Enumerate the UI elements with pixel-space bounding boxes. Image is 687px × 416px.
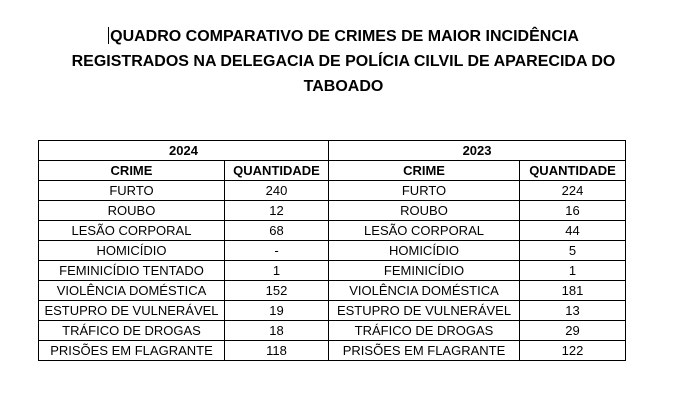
quantity-2023-cell: 181 [520, 281, 626, 301]
table-row [39, 181, 626, 201]
crime-2024-cell: ROUBO [39, 201, 225, 221]
crime-column-header: CRIME [39, 161, 225, 181]
title-line-2: REGISTRADOS NA DELEGACIA DE POLÍCIA CILVIL DE APARECIDA DO [71, 53, 616, 70]
crime-2023-cell: VIOLÊNCIA DOMÉSTICA [329, 281, 520, 301]
table-row [39, 281, 626, 301]
quantity-2023-cell: 1 [520, 261, 626, 281]
crime-2023-cell: PRISÕES EM FLAGRANTE [329, 341, 520, 361]
quantity-2023-cell: 16 [520, 201, 626, 221]
year-2024-header: 2024 [39, 141, 329, 161]
crime-2023-cell: ROUBO [329, 201, 520, 221]
crime-2024-cell: FEMINICÍDIO TENTADO [39, 261, 225, 281]
crime-2024-cell: VIOLÊNCIA DOMÉSTICA [39, 281, 225, 301]
crime-2023-cell: FURTO [329, 181, 520, 201]
quantity-2023-cell: 224 [520, 181, 626, 201]
year-2023-header: 2023 [329, 141, 626, 161]
table-row [39, 241, 626, 261]
crime-2024-cell: TRÁFICO DE DROGAS [39, 321, 225, 341]
quantity-2024-cell: 68 [225, 221, 329, 241]
crime-2024-cell: PRISÕES EM FLAGRANTE [39, 341, 225, 361]
quantity-2024-cell: 1 [225, 261, 329, 281]
table-row [39, 261, 626, 281]
quantity-2024-cell: 240 [225, 181, 329, 201]
title-line-3: TABOADO [303, 78, 384, 95]
quantity-2024-cell: 19 [225, 301, 329, 321]
crime-2024-cell: LESÃO CORPORAL [39, 221, 225, 241]
crime-2023-cell: HOMICÍDIO [329, 241, 520, 261]
quantity-2024-cell: - [225, 241, 329, 261]
crime-2024-cell: ESTUPRO DE VULNERÁVEL [39, 301, 225, 321]
quantity-2024-cell: 118 [225, 341, 329, 361]
crime-2023-cell: LESÃO CORPORAL [329, 221, 520, 241]
quantity-column-header: QUANTIDADE [520, 161, 626, 181]
table-row [39, 201, 626, 221]
quantity-2024-cell: 152 [225, 281, 329, 301]
table-row [39, 221, 626, 241]
quantity-2023-cell: 13 [520, 301, 626, 321]
text-cursor [108, 27, 109, 44]
crime-column-header: CRIME [329, 161, 520, 181]
title-line-1: QUADRO COMPARATIVO DE CRIMES DE MAIOR INCIDÊNCIA [110, 28, 579, 45]
quantity-2024-cell: 12 [225, 201, 329, 221]
quantity-2023-cell: 29 [520, 321, 626, 341]
year-header-row [39, 141, 626, 161]
quantity-2023-cell: 5 [520, 241, 626, 261]
quantity-2024-cell: 18 [225, 321, 329, 341]
crime-2024-cell: FURTO [39, 181, 225, 201]
table-row [39, 341, 626, 361]
crime-2023-cell: FEMINICÍDIO [329, 261, 520, 281]
table-row [39, 301, 626, 321]
quantity-2023-cell: 122 [520, 341, 626, 361]
crime-2023-cell: TRÁFICO DE DROGAS [329, 321, 520, 341]
crime-2024-cell: HOMICÍDIO [39, 241, 225, 261]
quantity-column-header: QUANTIDADE [225, 161, 329, 181]
column-header-row [39, 161, 626, 181]
crime-comparison-table [38, 140, 626, 361]
quantity-2023-cell: 44 [520, 221, 626, 241]
table-row [39, 321, 626, 341]
document-title [40, 24, 647, 99]
crime-2023-cell: ESTUPRO DE VULNERÁVEL [329, 301, 520, 321]
